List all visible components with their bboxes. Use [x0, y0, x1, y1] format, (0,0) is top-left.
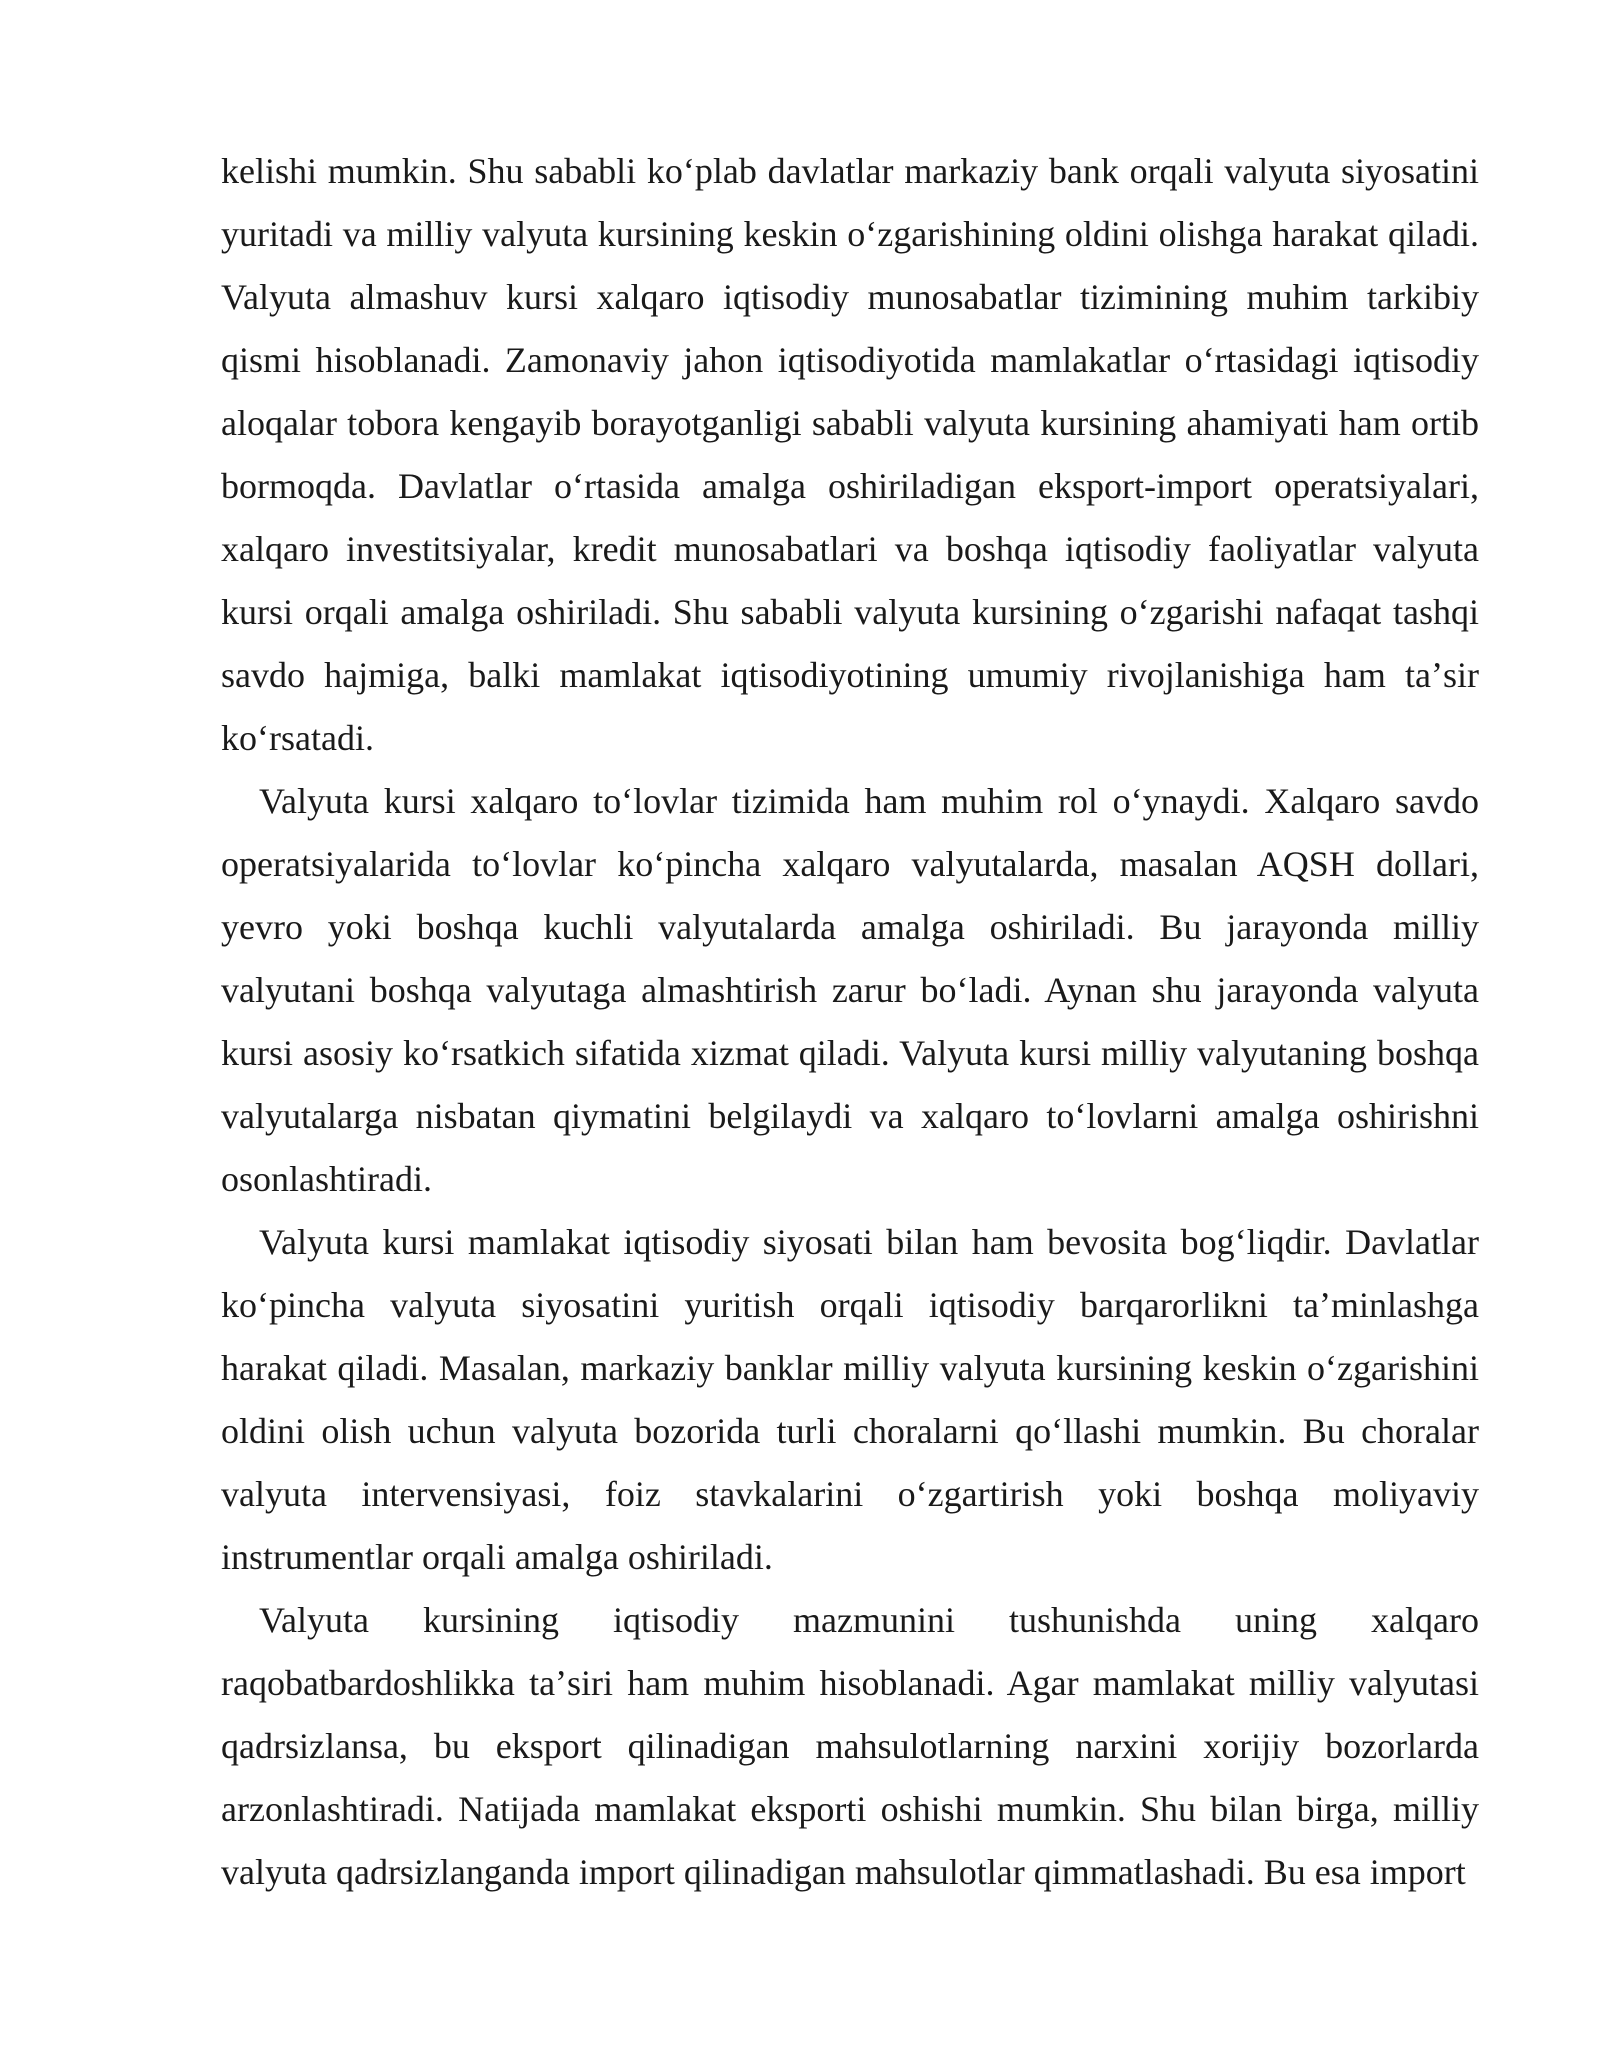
paragraph-continuation: kelishi mumkin. Shu sababli koʻplab davlatlar markaziy bank orqali valyuta siyosatini yuritadi va milliy valyuta kursining keskin oʻzgarishining oldini olishga harakat qiladi. Valyuta almashuv kursi xalqaro iqtisodiy munosabatlar tizimining muhim tarkibiy qismi hisoblanadi. Zamonaviy jahon iqtisodiyotida mamlakatlar oʻrtasidagi iqtisodiy aloqalar tobora kengayib borayotganligi sababli valyuta kursining ahamiyati ham ortib bormoqda. Davlatlar oʻrtasida amalga oshiriladigan eksport-import operatsiyalari, xalqaro investitsiyalar, kredit munosabatlari va boshqa iqtisodiy faoliyatlar valyuta kursi orqali amalga oshiriladi. Shu sababli valyuta kursining oʻzgarishi nafaqat tashqi savdo hajmiga, balki mamlakat iqtisodiyotining umumiy rivojlanishiga ham taʼsir koʻrsatadi. — [221, 151, 1479, 758]
document-body — [221, 140, 1479, 1904]
paragraph-international-payments: Valyuta kursi xalqaro toʻlovlar tizimida ham muhim rol oʻynaydi. Xalqaro savdo operatsiyalarida toʻlovlar koʻpincha xalqaro valyutalarda, masalan AQSH dollari, yevro yoki boshqa kuchli valyutalarda amalga oshiriladi. Bu jarayonda milliy valyutani boshqa valyutaga almashtirish zarur boʻladi. Aynan shu jarayonda valyuta kursi asosiy koʻrsatkich sifatida xizmat qiladi. Valyuta kursi milliy valyutaning boshqa valyutalarga nisbatan qiymatini belgilaydi va xalqaro toʻlovlarni amalga oshirishni osonlashtiradi. — [221, 781, 1479, 1199]
paragraph-economic-policy: Valyuta kursi mamlakat iqtisodiy siyosati bilan ham bevosita bogʻliqdir. Davlatlar koʻpincha valyuta siyosatini yuritish orqali iqtisodiy barqarorlikni taʼminlashga harakat qiladi. Masalan, markaziy banklar milliy valyuta kursining keskin oʻzgarishini oldini olish uchun valyuta bozorida turli choralarni qoʻllashi mumkin. Bu choralar valyuta intervensiyasi, foiz stavkalarini oʻzgartirish yoki boshqa moliyaviy instrumentlar orqali amalga oshiriladi. — [221, 1222, 1479, 1577]
paragraph-competitiveness: Valyuta kursining iqtisodiy mazmunini tushunishda uning xalqaro raqobatbardoshlikka taʼsiri ham muhim hisoblanadi. Agar mamlakat milliy valyutasi qadrsizlansa, bu eksport qilinadigan mahsulotlarning narxini xorijiy bozorlarda arzonlashtiradi. Natijada mamlakat eksporti oshishi mumkin. Shu bilan birga, milliy valyuta qadrsizlanganda import qilinadigan mahsulotlar qimmatlashadi. Bu esa import — [221, 1600, 1479, 1892]
